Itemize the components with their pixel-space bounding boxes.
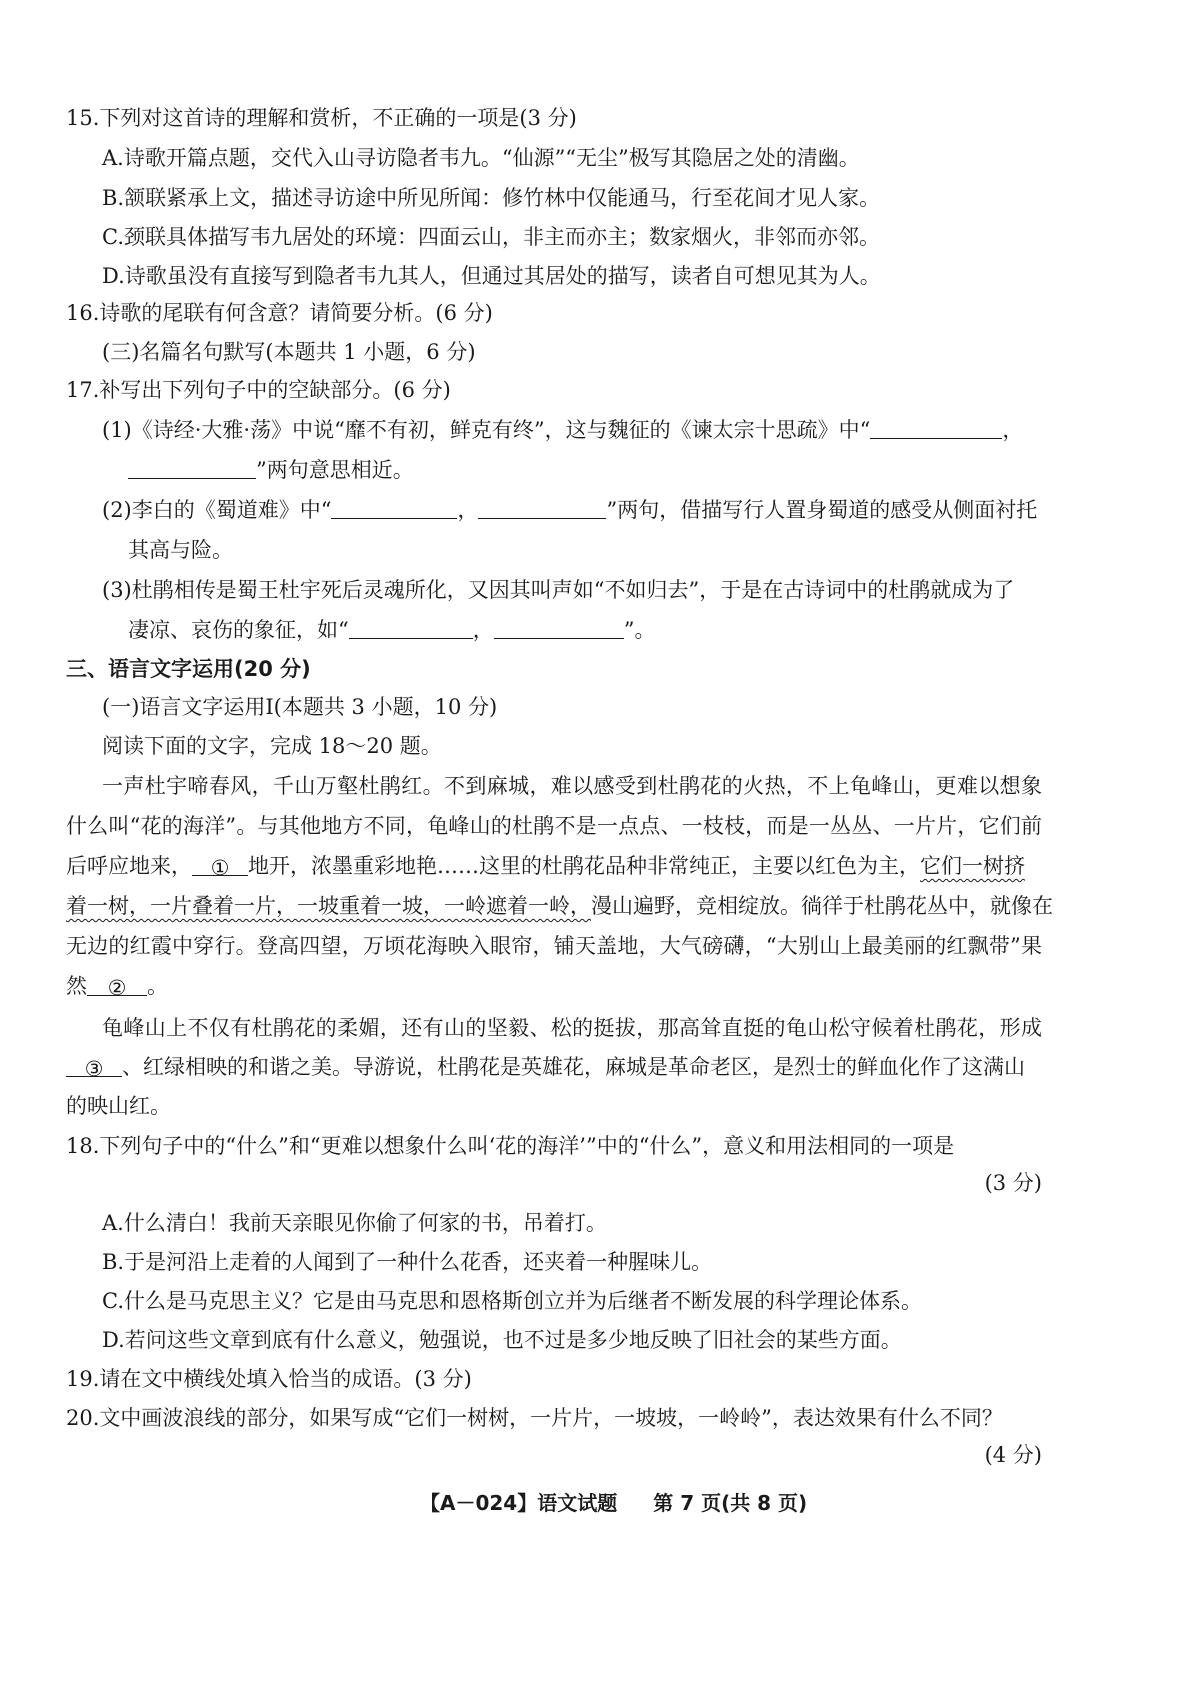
- question-19-stem: 19.请在文中横线处填入恰当的成语。(3 分): [66, 1367, 472, 1391]
- passage-line: [66, 851, 1025, 881]
- passage-blank-2: ②: [87, 973, 147, 996]
- answer-blank: [128, 456, 256, 479]
- passage-line: [66, 891, 1053, 921]
- passage-blank-1: ①: [192, 853, 248, 876]
- passage-line: [66, 971, 168, 1001]
- answer-blank: [494, 616, 624, 639]
- question-17-item-1-text: (1)《诗经·大雅·荡》中说“靡不有初，鲜克有终”，这与魏征的《谏太宗十思疏》中“: [102, 418, 871, 442]
- answer-blank: [478, 496, 606, 519]
- passage-text: 。: [147, 974, 168, 998]
- passage-blank-3: ③: [66, 1054, 122, 1077]
- passage-text: 漫山遍野，竞相绽放。徜徉于杜鹃花丛中，就像在: [591, 894, 1053, 918]
- question-18-option-c: C.什么是马克思主义？它是由马克思和恩格斯创立并为后继者不断发展的科学理论体系。: [102, 1289, 922, 1313]
- page-number: 第 7 页(共 8 页): [653, 1491, 808, 1515]
- passage-text: 地开，浓墨重彩地艳……这里的杜鹃花品种非常纯正，主要以红色为主，: [248, 854, 920, 878]
- question-15-option-a: A.诗歌开篇点题，交代入山寻访隐者韦九。“仙源”“无尘”极写其隐居之处的清幽。: [102, 146, 860, 170]
- section-heading-recitation: (三)名篇名句默写(本题共 1 小题，6 分): [102, 340, 476, 364]
- answer-blank: [349, 616, 473, 639]
- question-17-item-2-tail: ”两句，借描写行人置身蜀道的感受从侧面衬托: [606, 498, 1038, 522]
- page-footer: [420, 1488, 807, 1518]
- question-20-stem: 20.文中画波浪线的部分，如果写成“它们一树树，一片片，一坡坡，一岭岭”，表达效果有什么不同？: [66, 1406, 1003, 1430]
- question-15-option-c: C.颈联具体描写韦九居处的环境：四面云山，非主而亦主；数家烟火，非邻而亦邻。: [102, 225, 880, 249]
- passage-text: 然: [66, 974, 87, 998]
- question-17-item-1-line-1: [102, 415, 1023, 445]
- passage-line: 的映山红。: [66, 1094, 171, 1118]
- passage-line: 一声杜宇啼春风，千山万壑杜鹃红。不到麻城，难以感受到杜鹃花的火热，不上龟峰山，更难以想象: [102, 774, 1042, 798]
- question-17-item-2-line-2: 其高与险。: [128, 538, 233, 562]
- question-15-option-d: D.诗歌虽没有直接写到隐者韦九其人，但通过其居处的描写，读者自可想见其为人。: [102, 264, 881, 288]
- question-18-option-a: A.什么清白！我前天亲眼见你偷了何家的书，吊着打。: [102, 1211, 607, 1235]
- question-17-item-3-comma: ，: [472, 618, 494, 642]
- passage-line: 龟峰山上不仅有杜鹃花的柔媚，还有山的坚毅、松的挺拔，那高耸直挺的龟山松守候着杜鹃花，形成: [102, 1016, 1042, 1040]
- passage-line: 无边的红霞中穿行。登高四望，万顷花海映入眼帘，铺天盖地，大气磅礴，“大别山上最美丽的红飘带”果: [66, 934, 1042, 958]
- question-17-item-3-line-2: [128, 615, 656, 645]
- question-17-item-1-comma: ，: [1002, 418, 1024, 442]
- question-18-option-d: D.若问这些文章到底有什么意义，勉强说，也不过是多少地反映了旧社会的某些方面。: [102, 1328, 902, 1352]
- question-20-score: (4 分): [984, 1443, 1042, 1467]
- question-17-item-3-text: 凄凉、哀伤的象征，如“: [128, 618, 349, 642]
- question-17-item-2-text: (2)李白的《蜀道难》中“: [102, 498, 332, 522]
- question-18-option-b: B.于是河沿上走着的人闻到了一种什么花香，还夹着一种腥味儿。: [102, 1250, 713, 1274]
- wavy-underlined-text: 它们一树挤: [920, 854, 1025, 878]
- question-18-stem: 18.下列句子中的“什么”和“更难以想象什么叫‘花的海洋’”中的“什么”，意义和用法相同的一项是: [66, 1134, 955, 1158]
- reading-instruction: 阅读下面的文字，完成 18～20 题。: [102, 734, 442, 758]
- question-17-item-2-line-1: [102, 495, 1037, 525]
- wavy-underlined-text: 着一树，一片叠着一片，一坡重着一坡，一岭遮着一岭，: [66, 894, 591, 918]
- question-17-item-1-tail: ”两句意思相近。: [256, 458, 414, 482]
- question-15-option-b: B.颔联紧承上文，描述寻访途中所见所闻：修竹林中仅能通马，行至花间才见人家。: [102, 186, 881, 210]
- passage-line: [66, 1052, 1025, 1082]
- answer-blank: [331, 496, 457, 519]
- question-17-stem: 17.补写出下列句子中的空缺部分。(6 分): [66, 378, 451, 402]
- question-17-item-1-line-2: [128, 455, 414, 485]
- question-18-score: (3 分): [984, 1171, 1042, 1195]
- question-15-stem: 15.下列对这首诗的理解和赏析，不正确的一项是(3 分): [66, 106, 577, 130]
- question-17-item-3-tail: ”。: [623, 618, 656, 642]
- part-3-heading: 三、语言文字运用(20 分): [66, 657, 311, 681]
- part-3-subheading: (一)语言文字运用Ⅰ(本题共 3 小题，10 分): [102, 695, 498, 719]
- answer-blank: [870, 416, 1002, 439]
- question-17-item-3-line-1: (3)杜鹃相传是蜀王杜宇死后灵魂所化，又因其叫声如“不如归去”，于是在古诗词中的杜鹃就成为了: [102, 578, 1015, 602]
- passage-text: 后呼应地来，: [66, 854, 192, 878]
- question-16-stem: 16.诗歌的尾联有何含意？请简要分析。(6 分): [66, 301, 493, 325]
- question-17-item-2-comma: ，: [457, 498, 479, 522]
- passage-line: 什么叫“花的海洋”。与其他地方不同，龟峰山的杜鹃不是一点点、一枝枝，而是一丛丛、一片片，它们前: [66, 814, 1042, 838]
- passage-text: 、红绿相映的和谐之美。导游说，杜鹃花是英雄花，麻城是革命老区，是烈士的鲜血化作了这满山: [122, 1055, 1025, 1079]
- exam-code: 【A－024】语文试题: [420, 1491, 618, 1515]
